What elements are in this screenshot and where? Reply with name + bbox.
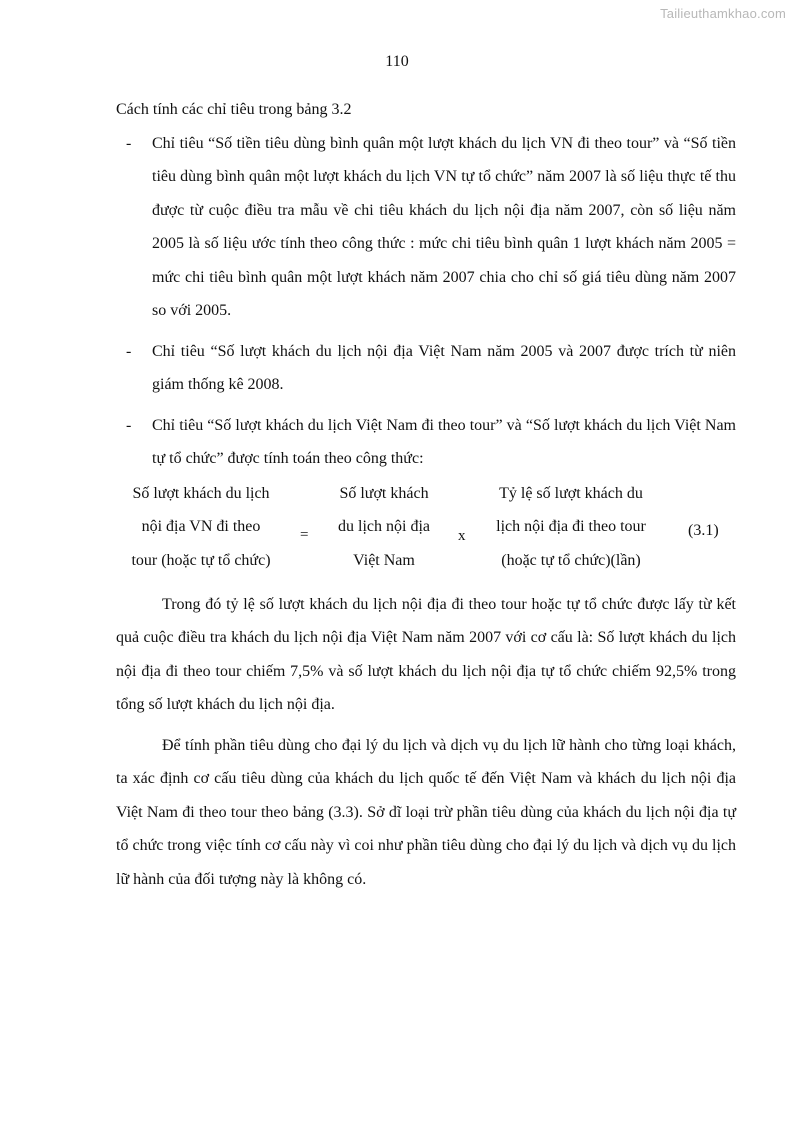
bullet-dash: - xyxy=(126,342,132,360)
bullet-item-2 xyxy=(116,335,736,402)
formula-lhs-line-1: Số lượt khách du lịch xyxy=(132,484,270,502)
formula-term-2 xyxy=(476,477,666,578)
bullet-text-3: Chỉ tiêu “Số lượt khách du lịch Việt Nam đi theo tour” và “Số lượt khách du lịch Việt Nam tự tổ chức” được tính toán theo công thức: xyxy=(152,416,736,467)
formula-equals-sign: = xyxy=(300,526,309,543)
formula-term-2-line-3: (hoặc tự tổ chức)(lần) xyxy=(501,551,641,569)
bullet-dash: - xyxy=(126,416,132,434)
intro-line: Cách tính các chỉ tiêu trong bảng 3.2 xyxy=(116,101,352,118)
paragraph-2: Để tính phần tiêu dùng cho đại lý du lịch và dịch vụ du lịch lữ hành cho từng loại khách, ta xác định cơ cấu tiêu dùng của khách du lịch quốc tế đến Việt Nam và khách du lịch nội địa Việt Nam đi theo tour theo bảng (3.3). Sở dĩ loại trừ phần tiêu dùng của khách du lịch nội địa tự tổ chức trong việc tính cơ cấu này vì coi như phần tiêu dùng cho đại lý du lịch và dịch vụ du lịch lữ hành của đối tượng này là không có. xyxy=(116,736,736,888)
formula-term-2-line-2: lịch nội địa đi theo tour xyxy=(496,518,646,535)
formula-term-1-line-2: du lịch nội địa xyxy=(338,518,430,535)
watermark: Tailieuthamkhao.com xyxy=(660,6,786,21)
formula-term-1 xyxy=(322,477,446,578)
bullet-dash: - xyxy=(126,134,132,152)
formula-term-2-line-1: Tỷ lệ số lượt khách du xyxy=(499,484,643,502)
bullet-text-2: Chỉ tiêu “Số lượt khách du lịch nội địa Việt Nam năm 2005 và 2007 được trích từ niên giám thống kê 2008. xyxy=(152,342,736,393)
bullet-item-3 xyxy=(116,409,736,476)
formula-equation-number: (3.1) xyxy=(688,521,719,539)
formula-lhs-line-3: tour (hoặc tự tổ chức) xyxy=(131,551,271,569)
formula-term-1-line-3: Việt Nam xyxy=(353,551,415,569)
page-content xyxy=(116,93,736,896)
paragraph-1: Trong đó tỷ lệ số lượt khách du lịch nội địa đi theo tour hoặc tự tổ chức được lấy từ kết quả cuộc điều tra khách du lịch nội địa Việt Nam năm 2007 với cơ cấu là: Số lượt khách du lịch nội địa đi theo tour chiếm 7,5% và số lượt khách du lịch nội địa tự tổ chức chiếm 92,5% trong tổng số lượt khách du lịch nội địa. xyxy=(116,595,736,713)
formula-times-sign: x xyxy=(458,527,466,544)
formula-term-1-line-1: Số lượt khách xyxy=(339,484,429,502)
bullet-text-1: Chỉ tiêu “Số tiền tiêu dùng bình quân một lượt khách du lịch VN đi theo tour” và “Số tiền tiêu dùng bình quân một lượt khách du lịch VN tự tổ chức” năm 2007 là số liệu thực tế thu được từ cuộc điều tra mẫu về chi tiêu khách du lịch nội địa năm 2007, còn số liệu năm 2005 là số liệu ước tính theo công thức : mức chi tiêu bình quân 1 lượt khách năm 2005 = mức chi tiêu bình quân một lượt khách năm 2007 chia cho chỉ số giá tiêu dùng năm 2007 so với 2005. xyxy=(152,134,736,319)
formula-3-1 xyxy=(116,477,736,585)
formula-lhs xyxy=(110,477,292,578)
formula-lhs-line-2: nội địa VN đi theo xyxy=(141,518,261,535)
bullet-item-1 xyxy=(116,127,736,328)
page-number: 110 xyxy=(385,53,409,70)
